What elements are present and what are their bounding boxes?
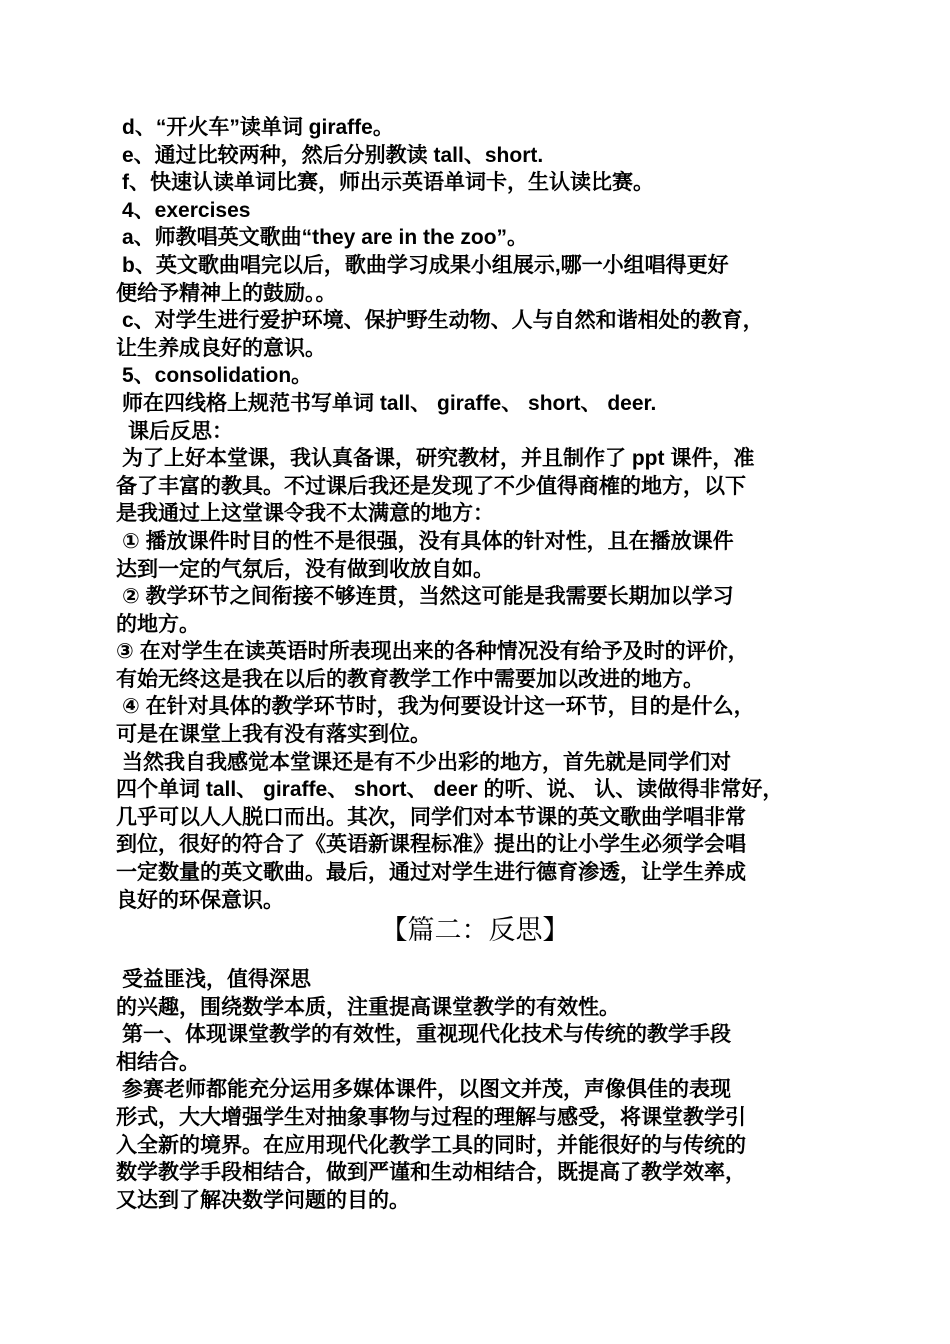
paragraph-line: 有始无终这是我在以后的教育教学工作中需要加以改进的地方。	[116, 667, 704, 691]
paragraph-line: 相结合。	[116, 1050, 200, 1074]
paragraph-line: 数学教学手段相结合，做到严谨和生动相结合，既提高了教学效率，	[116, 1161, 746, 1185]
paragraph-line: 达到一定的气氛后，没有做到收放自如。	[116, 557, 494, 581]
reflection-body	[116, 966, 841, 1214]
paragraph-line: f、快速认读单词比赛，师出示英语单词卡，生认读比赛。	[122, 171, 654, 195]
paragraph-line: 一定数量的英文歌曲。最后，通过对学生进行德育渗透，让学生养成	[116, 861, 746, 885]
paragraph-line: 为了上好本堂课，我认真备课，研究教材，并且制作了 ppt 课件，准	[122, 447, 755, 471]
paragraph-line: 又达到了解决数学问题的目的。	[116, 1188, 410, 1212]
paragraph-line: 备了丰富的教具。不过课后我还是发现了不少值得商榷的地方，以下	[116, 474, 746, 498]
paragraph-line: 四个单词 tall、 giraffe、 short、 deer 的听、说、 认、读做得非常好，	[116, 778, 784, 802]
paragraph-line: 让生养成良好的意识。	[116, 336, 326, 360]
paragraph-line: 4、exercises	[122, 198, 251, 222]
paragraph-line: 5、consolidation。	[122, 364, 313, 388]
paragraph-line: 几乎可以人人脱口而出。其次，同学们对本节课的英文歌曲学唱非常	[116, 805, 746, 829]
paragraph-line: ③ 在对学生在读英语时所表现出来的各种情况没有给予及时的评价，	[116, 640, 749, 664]
part-two-heading: 【篇二：反思】	[380, 915, 570, 946]
paragraph-line: d、“开火车”读单词 giraffe。	[122, 116, 394, 139]
paragraph-line: 形式，大大增强学生对抽象事物与过程的理解与感受，将课堂教学引	[116, 1105, 746, 1129]
paragraph-line: c、对学生进行爱护环境、保护野生动物、人与自然和谐相处的教育，	[122, 309, 764, 333]
paragraph-line: 师在四线格上规范书写单词 tall、 giraffe、 short、 deer.	[122, 391, 657, 415]
paragraph-line: 入全新的境界。在应用现代化教学工具的同时，并能很好的与传统的	[116, 1133, 746, 1157]
paragraph-line: 受益匪浅，值得深思	[122, 968, 311, 991]
paragraph-line: 参赛老师都能充分运用多媒体课件，以图文并茂，声像俱佳的表现	[122, 1078, 731, 1102]
paragraph-line: 良好的环保意识。	[116, 888, 284, 912]
lesson-plan-body	[116, 114, 841, 914]
paragraph-line: ② 教学环节之间衔接不够连贯，当然这可能是我需要长期加以学习	[122, 585, 734, 609]
paragraph-line: a、师教唱英文歌曲“they are in the zoo”。	[122, 226, 529, 250]
paragraph-line: 的兴趣，围绕数学本质，注重提高课堂教学的有效性。	[116, 995, 620, 1019]
paragraph-line: 是我通过上这堂课令我不太满意的地方：	[116, 502, 494, 526]
paragraph-line: ④ 在针对具体的教学环节时，我为何要设计这一环节，目的是什么，	[122, 695, 755, 719]
paragraph-line: 便给予精神上的鼓励。。	[116, 281, 337, 305]
paragraph-line: 当然我自我感觉本堂课还是有不少出彩的地方，首先就是同学们对	[122, 750, 731, 774]
paragraph-line: 第一、体现课堂教学的有效性，重视现代化技术与传统的教学手段	[122, 1023, 731, 1047]
paragraph-line: e、通过比较两种，然后分别教读 tall、short.	[122, 143, 544, 167]
paragraph-line: 到位，很好的符合了《英语新课程标准》提出的让小学生必须学会唱	[116, 833, 746, 857]
paragraph-line: 的地方。	[116, 612, 200, 636]
paragraph-line: b、英文歌曲唱完以后，歌曲学习成果小组展示,哪一小组唱得更好	[122, 253, 729, 277]
section-heading: 课后反思：	[128, 419, 233, 443]
paragraph-line: ① 播放课件时目的性不是很强，没有具体的针对性，且在播放课件	[122, 529, 734, 553]
paragraph-line: 可是在课堂上我有没有落实到位。	[116, 723, 431, 747]
